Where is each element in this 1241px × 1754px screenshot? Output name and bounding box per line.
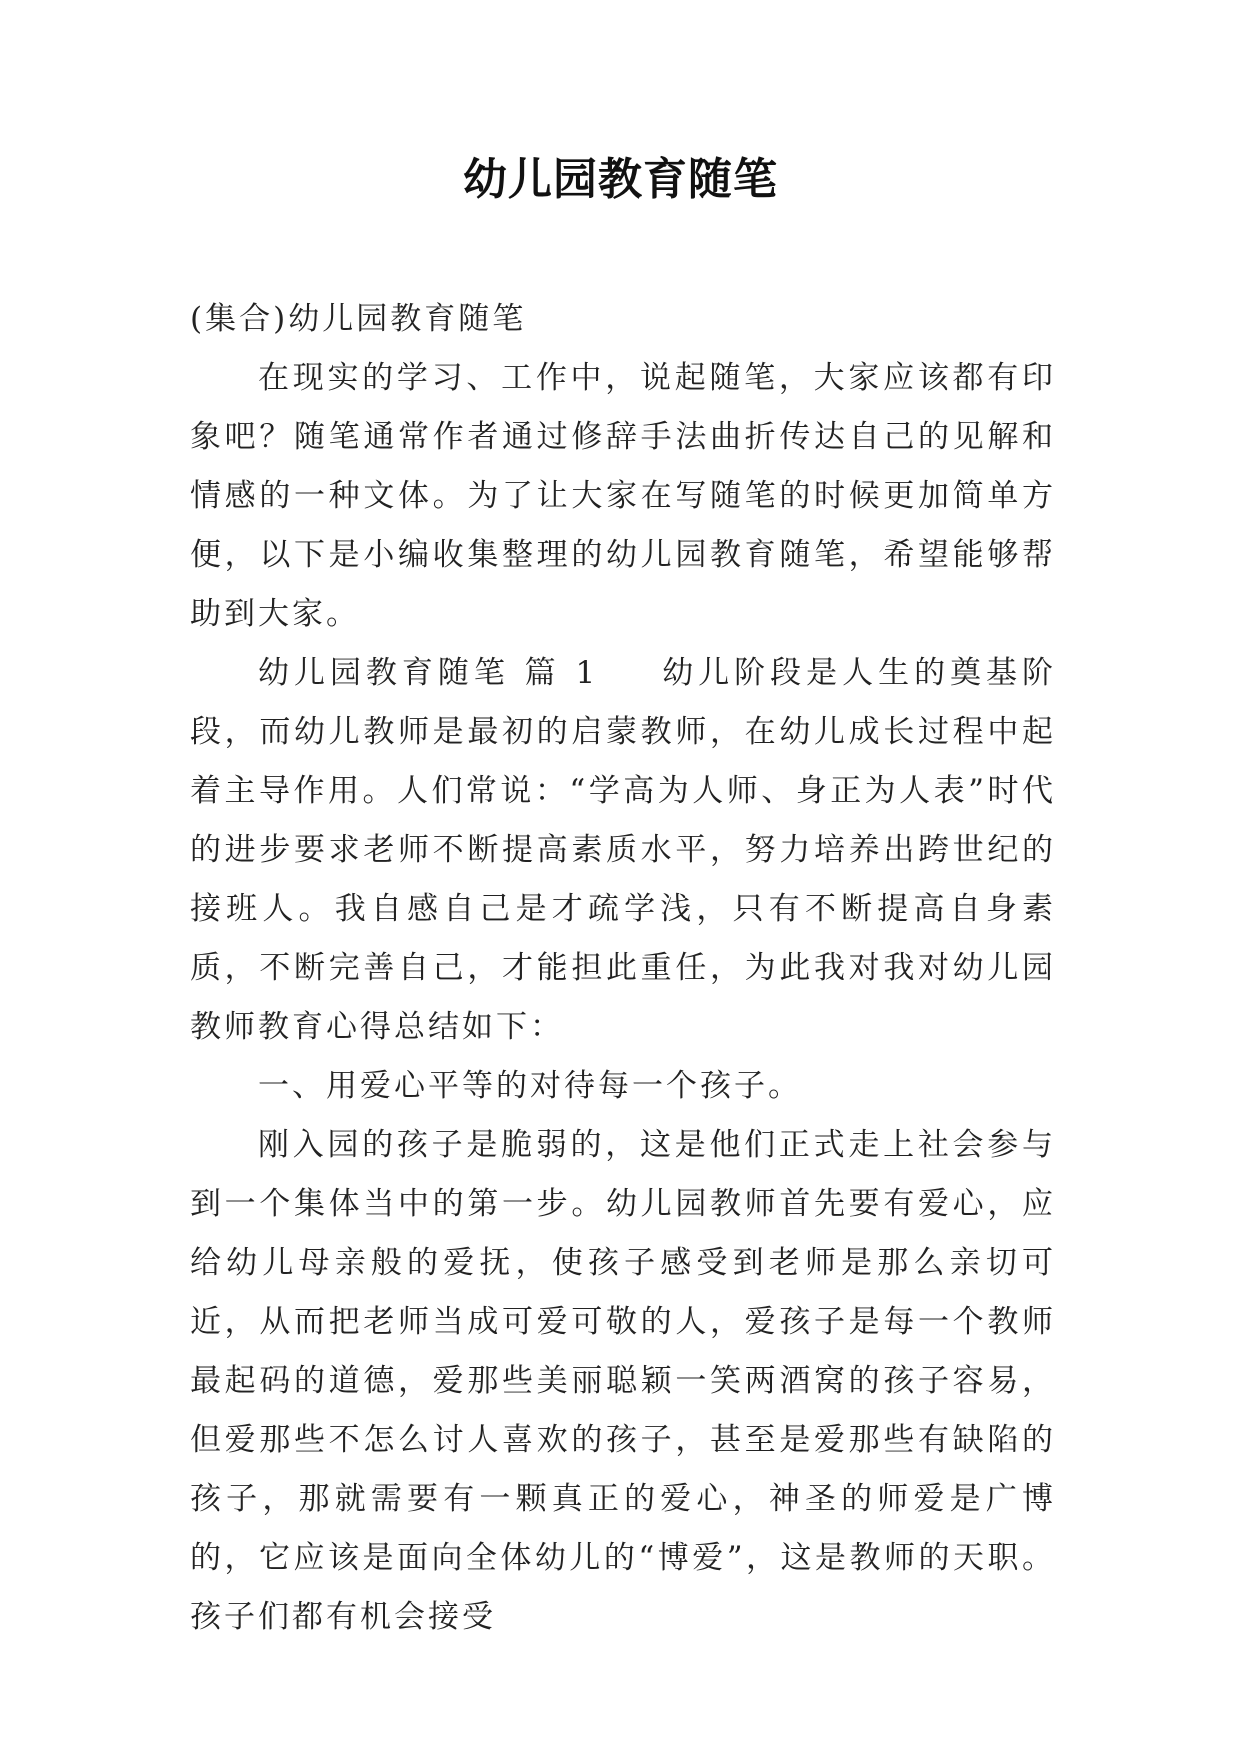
section-heading: 幼儿园教育随笔 篇 1 (258, 655, 599, 691)
body-paragraph: 刚入园的孩子是脆弱的，这是他们正式走上社会参与到一个集体当中的第一步。幼儿园教师首先要有爱心，应给幼儿母亲般的爱抚，使孩子感受到老师是那么亲切可近，从而把老师当成可爱可敬的人，爱孩子是每一个教师最起码的道德，爱那些美丽聪颖一笑两酒窝的孩子容易，但爱那些不怎么讨人喜欢的孩子，甚至是爱那些有缺陷的孩子，那就需要有一颗真正的爱心，神圣的师爱是广博的，它应该是面向全体幼儿的“博爱”，这是教师的天职。孩子们都有机会接受 (190, 1127, 1056, 1635)
intro-paragraph: 在现实的学习、工作中，说起随笔，大家应该都有印象吧？随笔通常作者通过修辞手法曲折传达自己的见解和情感的一种文体。为了让大家在写随笔的时候更加简单方便，以下是小编收集整理的幼儿园教育随笔，希望能够帮助到大家。 (190, 360, 1056, 632)
section-text: 幼儿阶段是人生的奠基阶段，而幼儿教师是最初的启蒙教师，在幼儿成长过程中起着主导作用。人们常说：“学高为人师、身正为人表”时代的进步要求老师不断提高素质水平，努力培养出跨世纪的接班人。我自感自己是才疏学浅，只有不断提高自身素质，不断完善自己，才能担此重任，为此我对我对幼儿园教师教育心得总结如下： (190, 655, 1057, 1045)
document-body (190, 290, 1056, 1647)
section-paragraph (190, 644, 1056, 1057)
point-heading: 一、用爱心平等的对待每一个孩子。 (258, 1068, 802, 1104)
subtitle-line: (集合)幼儿园教育随笔 (190, 301, 527, 337)
document-title: 幼儿园教育随笔 (463, 154, 778, 205)
